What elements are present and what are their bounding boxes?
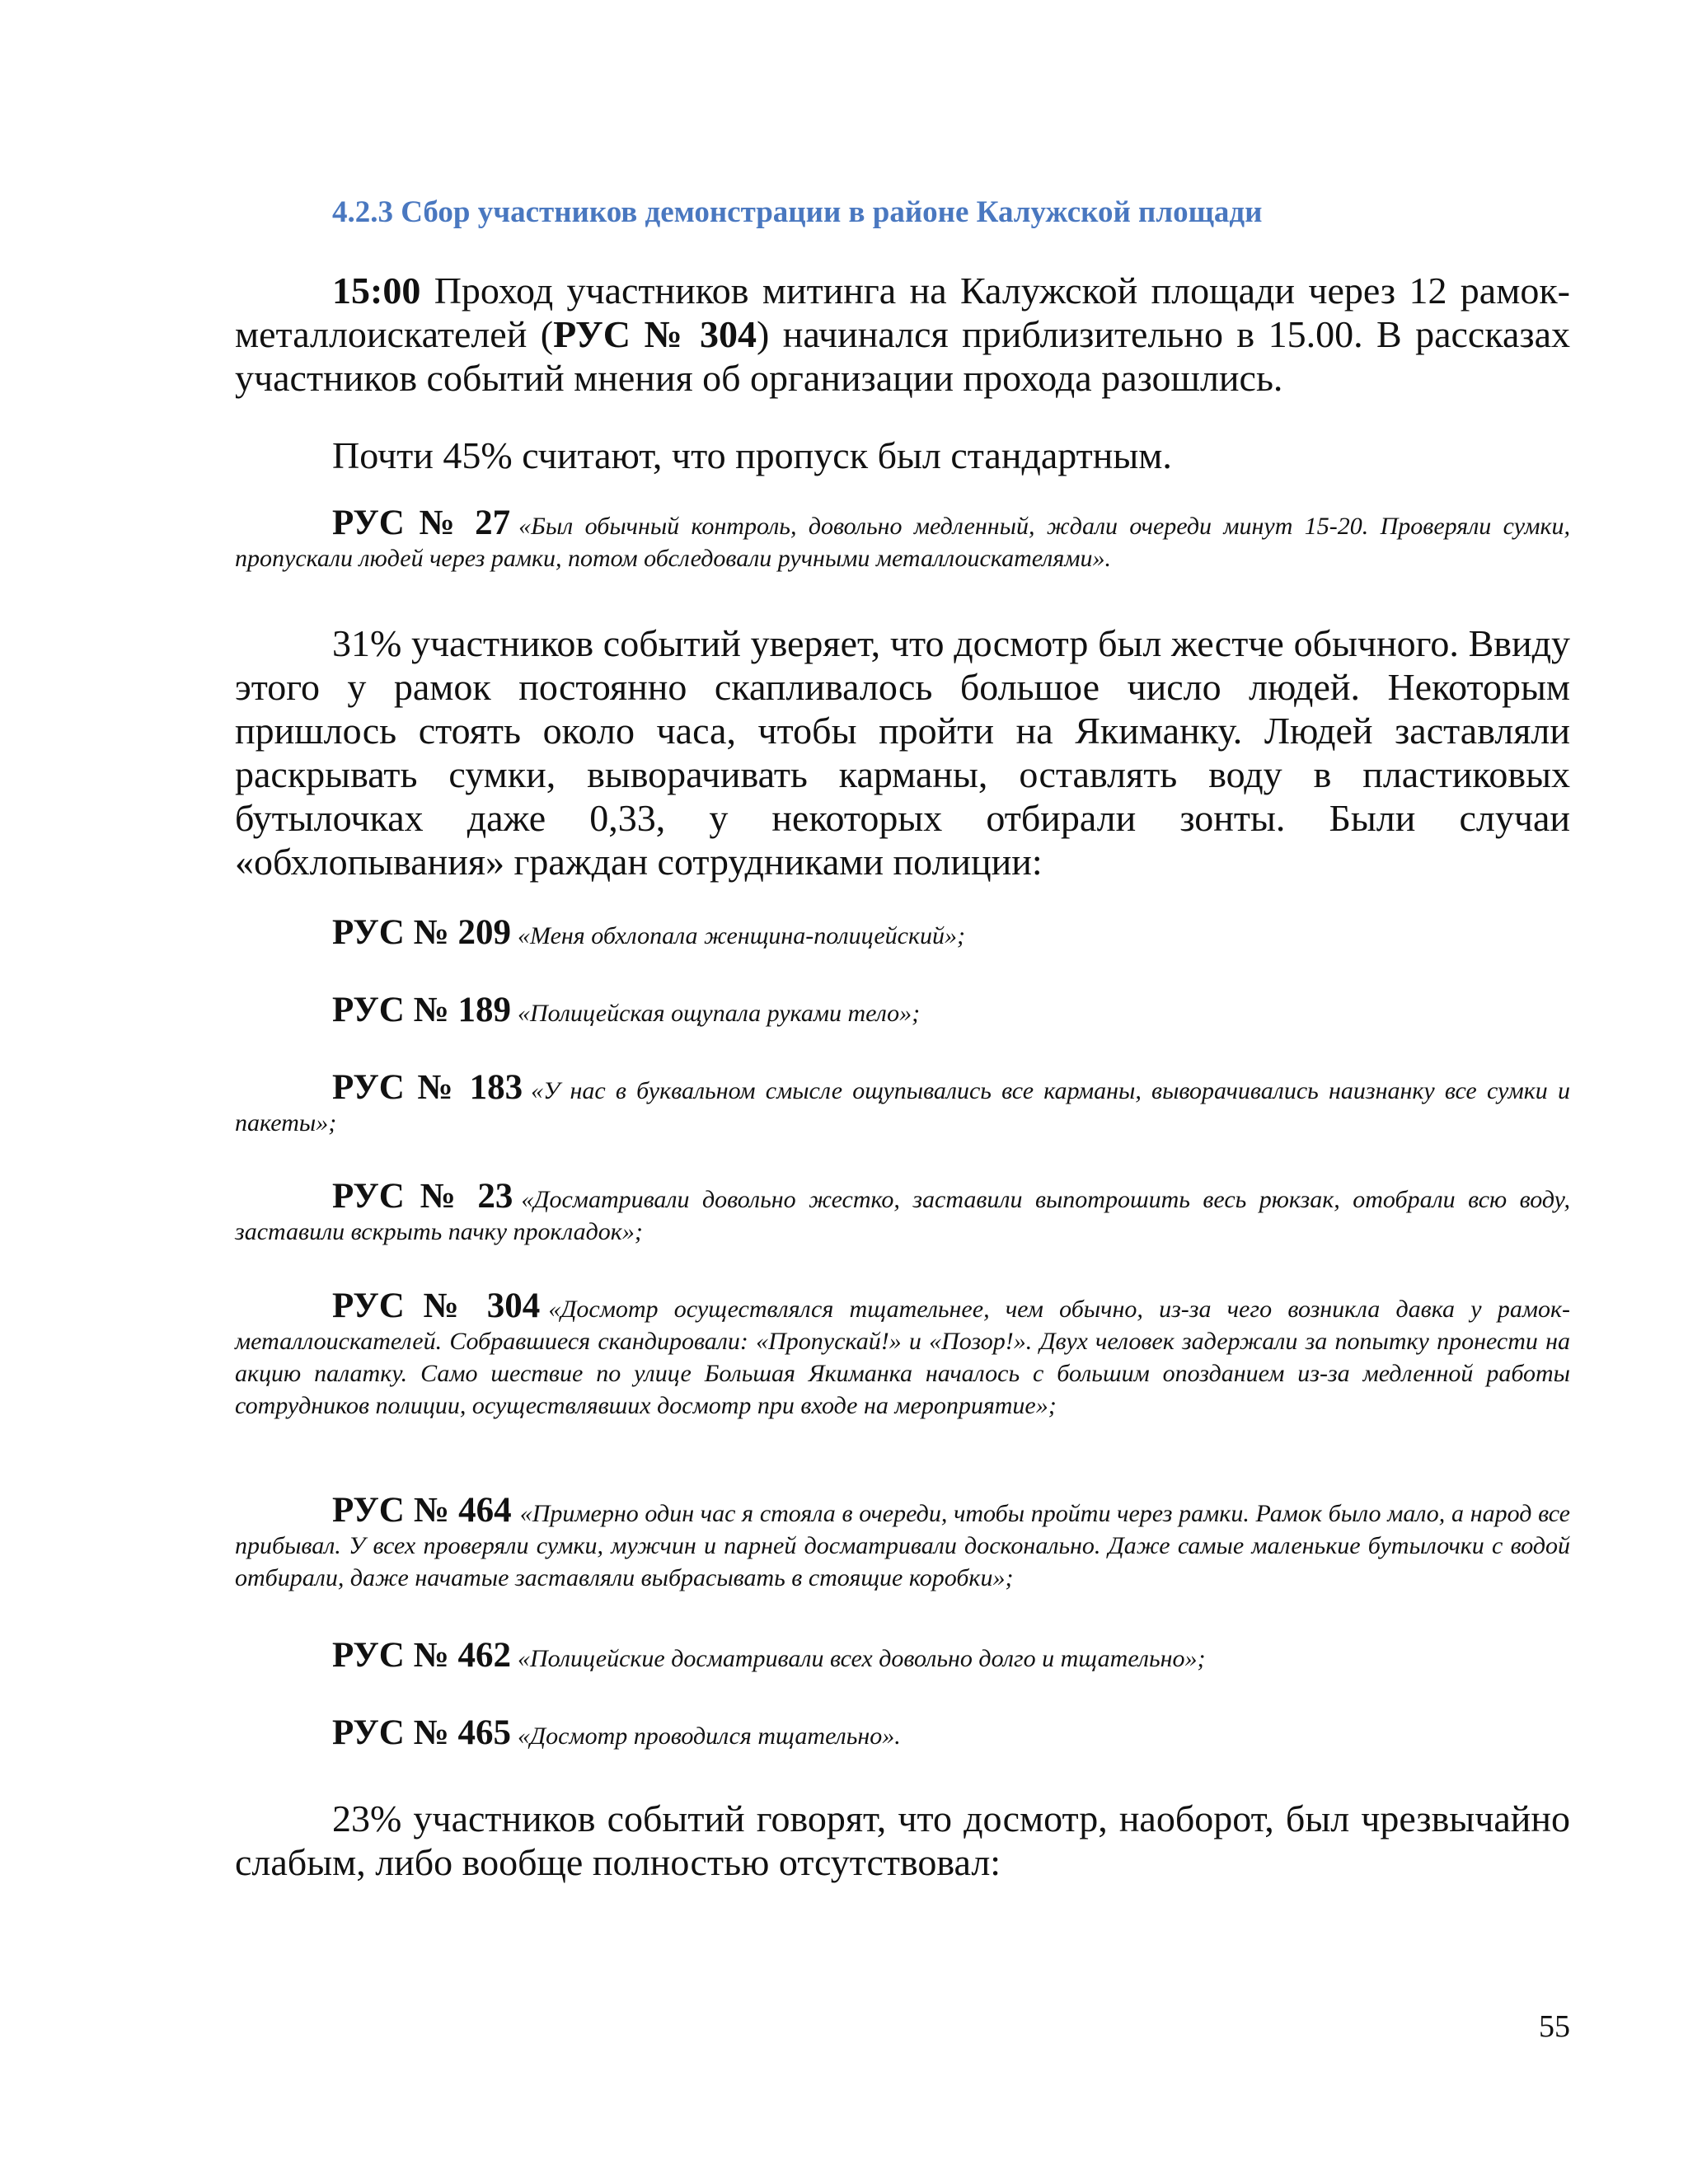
quote-ref: РУС № 23 <box>332 1177 513 1216</box>
quote-462 <box>235 1636 1570 1675</box>
quote-183 <box>235 1068 1571 1139</box>
time-label: 15:00 <box>332 269 421 312</box>
quote-text: «Досмотр осуществлялся тщательнее, чем обычно, из-за чего возникла давка у рамок-металлоискателей. Собравшиеся скандировали: «Пропускай!» и «Позор!». Двух человек задержали за попытку пронести на акцию палатку. Само шествие по улице Большая Якиманка началось с большим опозданием из-за медленной работы сотрудников полиции, осуществлявших досмотр при входе на мероприятие»; <box>235 1296 1571 1419</box>
quote-ref: РУС № 465 <box>332 1713 512 1752</box>
quote-text: «Примерно один час я стояла в очереди, чтобы пройти через рамки. Рамок было мало, а народ все прибывал. У всех проверяли сумки, мужчин и парней досматривали досконально. Даже самые маленькие бутылочки с водой отбирали, даже начатые заставляли выбрасывать в стоящие коробки»; <box>235 1500 1570 1591</box>
paragraph-strict: 31% участников событий уверяет, что досмотр был жестче обычного. Ввиду этого у рамок постоянно скапливалось большое число людей. Некоторым пришлось стоять около часа, чтобы пройти на Якиманку. Людей заставляли раскрывать сумки, выворачивать карманы, оставлять воду в пластиковых бутылочках даже 0,33, у некоторых отбирали зонты. Были случаи «обхлопывания» граждан сотрудниками полиции: <box>235 622 1570 883</box>
quote-189 <box>235 991 1570 1029</box>
paragraph-standard: Почти 45% считают, что пропуск был стандартным. <box>332 434 1172 476</box>
quote-ref: РУС № 464 <box>332 1491 512 1530</box>
page-number: 55 <box>1539 2009 1570 2044</box>
quote-465 <box>235 1713 1570 1752</box>
ref-label: РУС № 304 <box>553 313 757 355</box>
quote-27 <box>235 504 1571 574</box>
quote-text: «Досмотр проводился тщательно». <box>518 1722 901 1750</box>
quote-ref: РУС № 209 <box>332 913 512 952</box>
quote-464 <box>235 1491 1570 1594</box>
quote-text: «Меня обхлопала женщина-полицейский»; <box>518 922 965 949</box>
quote-209 <box>235 913 1570 952</box>
paragraph-intro-text-a: Проход участников митинга на Калужской площади через 12 рамок-металлоискателей ( <box>235 269 1570 355</box>
quote-text: «У нас в буквальном смысле ощупывались все карманы, выворачивались наизнанку все сумки и пакеты»; <box>235 1077 1571 1137</box>
paragraph-intro-text-b: ) начинался приблизительно в 15.00. В рассказах участников событий мнения об организации прохода разошлись. <box>235 313 1571 399</box>
quote-304 <box>235 1286 1571 1422</box>
quote-23 <box>235 1177 1571 1248</box>
quote-ref: РУС № 304 <box>332 1286 541 1325</box>
quote-text: «Досматривали довольно жестко, заставили выпотрошить весь рюкзак, отобрали всю воду, заставили вскрыть пачку прокладок»; <box>235 1186 1571 1245</box>
quote-text: «Был обычный контроль, довольно медленный, ждали очереди минут 15-20. Проверяли сумки, пропускали людей через рамки, потом обследовали ручными металлоискателями». <box>235 513 1571 572</box>
paragraph-intro <box>235 269 1570 400</box>
quote-ref: РУС № 462 <box>332 1636 512 1675</box>
quote-ref: РУС № 189 <box>332 991 512 1029</box>
quote-ref: РУС № 27 <box>332 504 511 542</box>
paragraph-weak: 23% участников событий говорят, что досмотр, наоборот, был чрезвычайно слабым, либо вообще полностью отсутствовал: <box>235 1797 1570 1883</box>
quote-text: «Полицейская ощупала руками тело»; <box>518 1000 921 1027</box>
document-page <box>235 0 1570 2184</box>
section-heading: 4.2.3 Сбор участников демонстрации в районе Калужской площади <box>332 195 1263 229</box>
quote-text: «Полицейские досматривали всех довольно долго и тщательно»; <box>518 1645 1206 1672</box>
quote-ref: РУС № 183 <box>332 1068 523 1107</box>
